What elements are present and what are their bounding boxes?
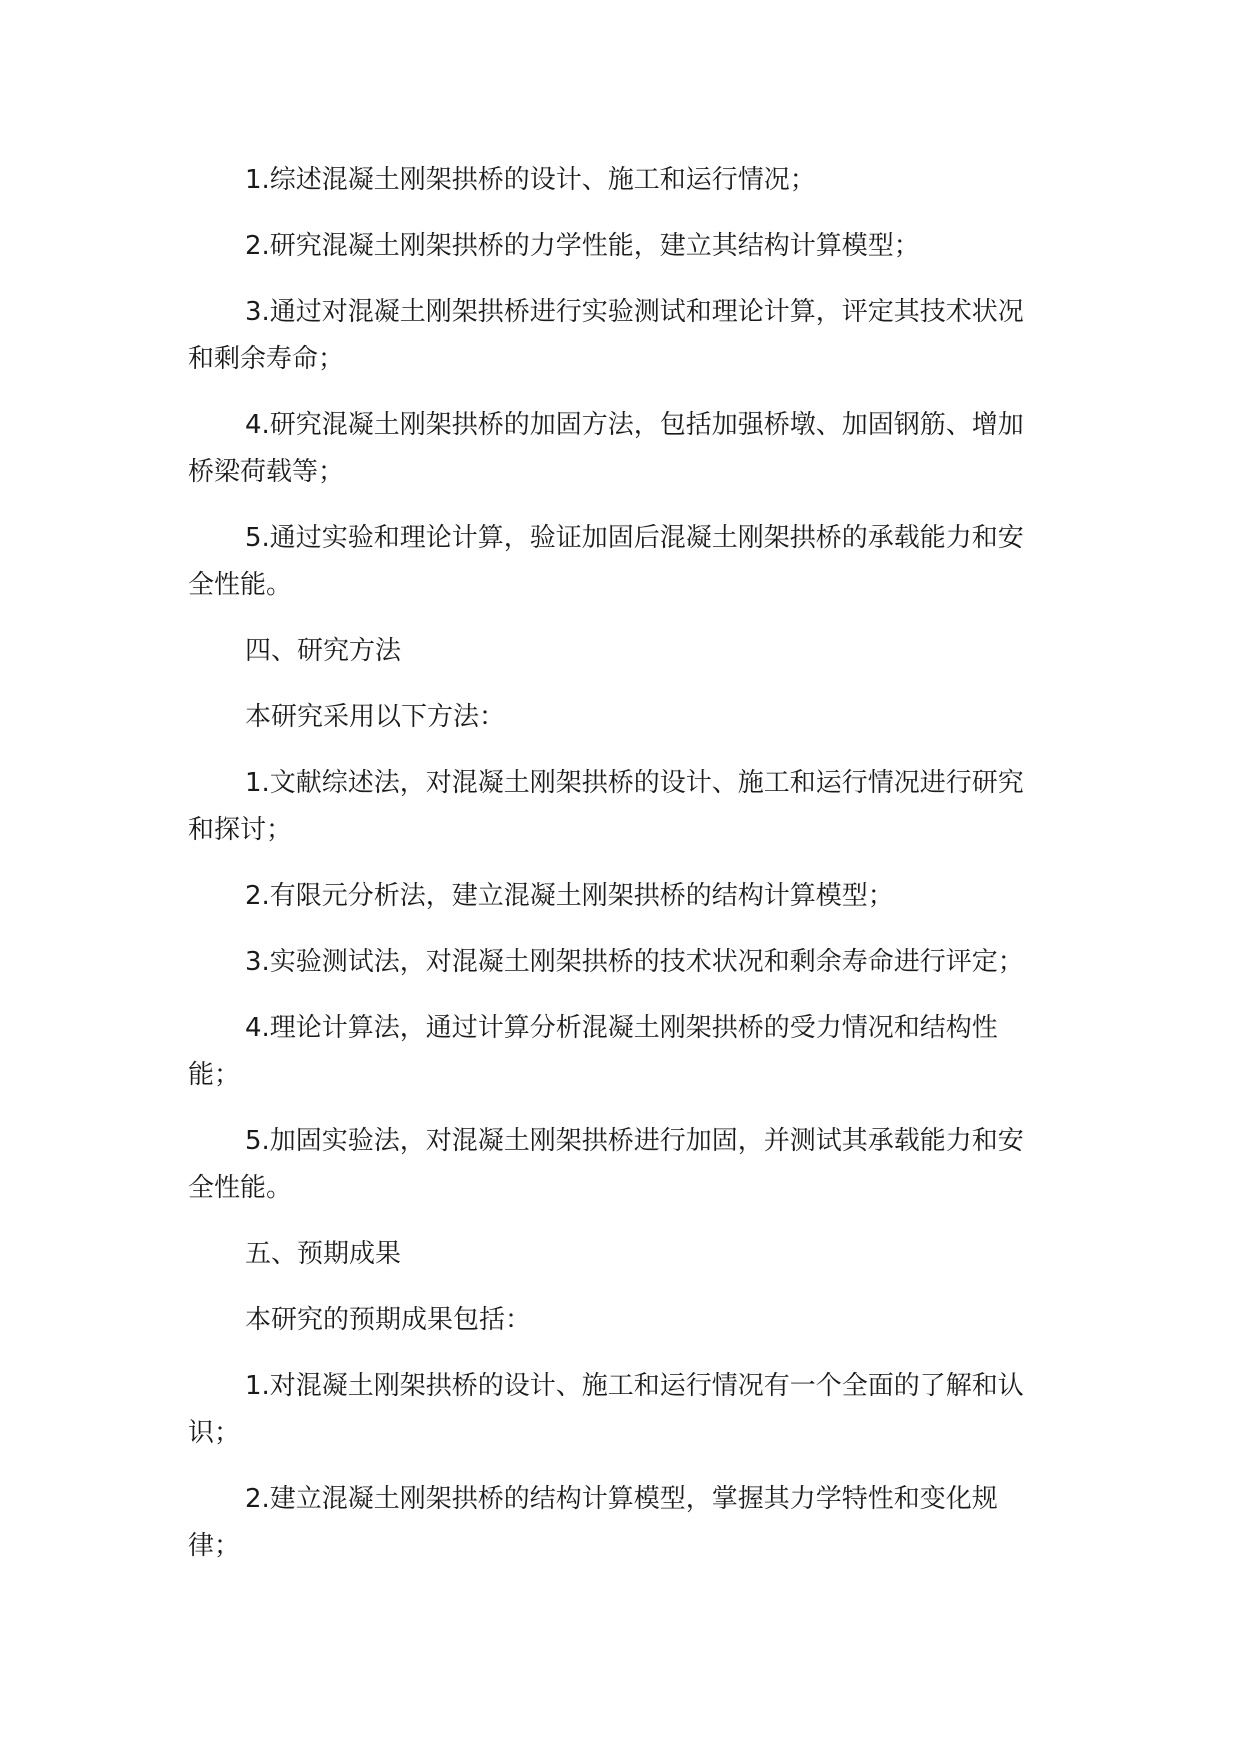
list-item-method-5: 5.加固实验法，对混凝土刚架拱桥进行加固，并测试其承载能力和安全性能。 <box>188 1126 1024 1203</box>
list-item-objective-1: 1.综述混凝土刚架拱桥的设计、施工和运行情况； <box>245 165 816 195</box>
list-item-objective-5: 5.通过实验和理论计算，验证加固后混凝土刚架拱桥的承载能力和安全性能。 <box>188 523 1024 600</box>
methods-intro: 本研究采用以下方法： <box>245 702 506 732</box>
list-item-outcome-1: 1.对混凝土刚架拱桥的设计、施工和运行情况有一个全面的了解和认识； <box>188 1371 1024 1448</box>
list-item-objective-4: 4.研究混凝土刚架拱桥的加固方法，包括加强桥墩、加固钢筋、增加桥梁荷载等； <box>188 410 1024 487</box>
list-item-method-3: 3.实验测试法，对混凝土刚架拱桥的技术状况和剩余寿命进行评定； <box>245 947 1024 977</box>
document-body <box>188 157 1048 1589</box>
list-item-method-2: 2.有限元分析法，建立混凝土刚架拱桥的结构计算模型； <box>245 881 894 911</box>
section-heading-outcomes: 五、预期成果 <box>245 1239 402 1269</box>
list-item-objective-3: 3.通过对混凝土刚架拱桥进行实验测试和理论计算，评定其技术状况和剩余寿命； <box>188 297 1024 374</box>
list-item-outcome-2: 2.建立混凝土刚架拱桥的结构计算模型，掌握其力学特性和变化规律； <box>188 1484 998 1561</box>
list-item-objective-2: 2.研究混凝土刚架拱桥的力学性能，建立其结构计算模型； <box>245 231 920 261</box>
list-item-method-1: 1.文献综述法，对混凝土刚架拱桥的设计、施工和运行情况进行研究和探讨； <box>188 768 1024 845</box>
section-heading-methods: 四、研究方法 <box>245 636 402 666</box>
outcomes-intro: 本研究的预期成果包括： <box>245 1305 532 1335</box>
list-item-method-4: 4.理论计算法，通过计算分析混凝土刚架拱桥的受力情况和结构性能； <box>188 1013 998 1090</box>
